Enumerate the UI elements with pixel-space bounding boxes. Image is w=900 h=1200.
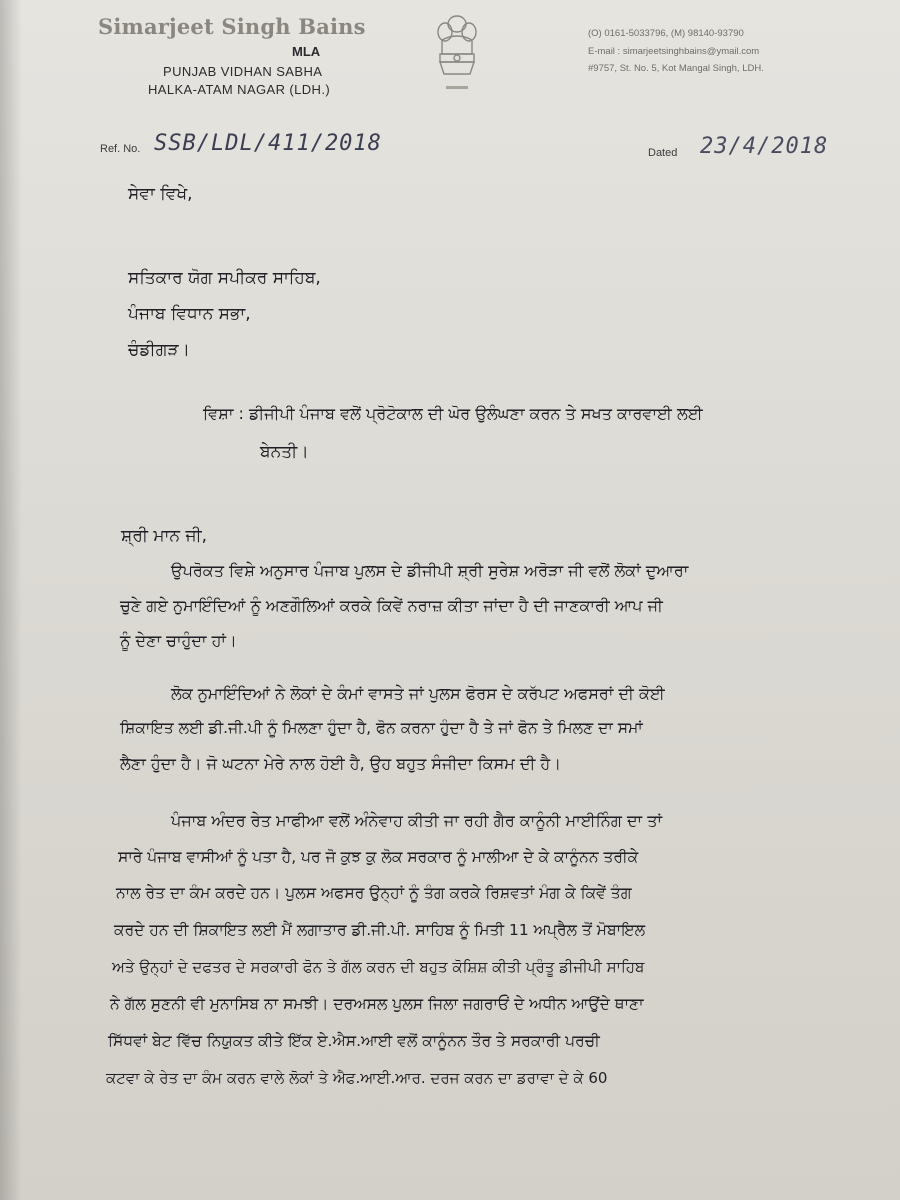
body-line: ਨੂੰ ਦੇਣਾ ਚਾਹੁੰਦਾ ਹਾਂ। bbox=[120, 631, 237, 650]
subject-line: ਬੇਨਤੀ। bbox=[260, 442, 309, 462]
body-line: ਸਿੱਧਵਾਂ ਬੇਟ ਵਿੱਚ ਨਿਯੁਕਤ ਕੀਤੇ ਇੱਕ ਏ.ਐਸ.ਆਈ ਵਲੋਂ ਕਾਨੂੰਨਨ ਤੌਰ ਤੇ ਸਰਕਾਰੀ ਪਰਚੀ bbox=[108, 1032, 600, 1050]
date-value: 23/4/2018 bbox=[700, 134, 829, 159]
contact-email: E-mail : simarjeetsinghbains@ymail.com bbox=[588, 46, 760, 57]
addressee-line: ਪੰਜਾਬ ਵਿਧਾਨ ਸਭਾ, bbox=[128, 304, 251, 324]
sender-organization: PUNJAB VIDHAN SABHA bbox=[163, 64, 323, 79]
body-line: ਕਰਦੇ ਹਨ ਦੀ ਸ਼ਿਕਾਇਤ ਲਈ ਮੈਂ ਲਗਾਤਾਰ ਡੀ.ਜੀ.ਪੀ. ਸਾਹਿਬ ਨੂੰ ਮਿਤੀ 11 ਅਪ੍ਰੈਲ ਤੋਂ ਮੋਬਾਇਲ bbox=[114, 921, 646, 939]
body-line: ਨੇ ਗੱਲ ਸੁਣਨੀ ਵੀ ਮੁਨਾਸਿਬ ਨਾ ਸਮਝੀ। ਦਰਅਸਲ ਪੁਲਸ ਜਿਲਾ ਜਗਰਾਓਂ ਦੇ ਅਧੀਨ ਆਉਂਦੇ ਥਾਣਾ bbox=[110, 995, 644, 1013]
national-emblem-icon bbox=[432, 10, 482, 98]
salutation-service: ਸੇਵਾ ਵਿਖੇ, bbox=[128, 184, 193, 204]
page-edge-shadow bbox=[0, 0, 22, 1200]
ref-label: Ref. No. bbox=[100, 143, 141, 155]
ref-number: SSB/LDL/411/2018 bbox=[154, 131, 382, 156]
addressee-line: ਚੰਡੀਗੜ। bbox=[128, 340, 191, 360]
greeting: ਸ਼੍ਰੀ ਮਾਨ ਜੀ, bbox=[121, 526, 208, 546]
date-label: Dated bbox=[648, 147, 678, 159]
body-line: ਅਤੇ ਉਨ੍ਹਾਂ ਦੇ ਦਫਤਰ ਦੇ ਸਰਕਾਰੀ ਫੋਨ ਤੇ ਗੱਲ ਕਰਨ ਦੀ ਬਹੁਤ ਕੋਸ਼ਿਸ਼ ਕੀਤੀ ਪ੍ਰੰਤੂ ਡੀਜੀਪੀ ਸਾਹਿਬ bbox=[112, 958, 645, 976]
sender-constituency: HALKA-ATAM NAGAR (LDH.) bbox=[148, 82, 331, 97]
body-line: ਨਾਲ ਰੇਤ ਦਾ ਕੰਮ ਕਰਦੇ ਹਨ। ਪੁਲਸ ਅਫਸਰ ਉਨ੍ਹਾਂ ਨੂੰ ਤੰਗ ਕਰਕੇ ਰਿਸ਼ਵਤਾਂ ਮੰਗ ਕੇ ਕਿਵੇਂ ਤੰਗ bbox=[116, 884, 632, 902]
body-line: ਉਪਰੋਕਤ ਵਿਸ਼ੇ ਅਨੁਸਾਰ ਪੰਜਾਬ ਪੁਲਸ ਦੇ ਡੀਜੀਪੀ ਸ਼੍ਰੀ ਸੁਰੇਸ਼ ਅਰੋੜਾ ਜੀ ਵਲੋਂ ਲੋਕਾਂ ਦੁਆਰਾ bbox=[171, 561, 689, 580]
sender-name: Simarjeet Singh Bains bbox=[98, 14, 366, 39]
body-line: ਲੋਕ ਨੁਮਾਇੰਦਿਆਂ ਨੇ ਲੋਕਾਂ ਦੇ ਕੰਮਾਂ ਵਾਸਤੇ ਜਾਂ ਪੁਲਸ ਫੋਰਸ ਦੇ ਕਰੱਪਟ ਅਫਸਰਾਂ ਦੀ ਕੋਈ bbox=[171, 684, 665, 703]
addressee-line: ਸਤਿਕਾਰ ਯੋਗ ਸਪੀਕਰ ਸਾਹਿਬ, bbox=[128, 268, 321, 288]
body-line: ਕਟਵਾ ਕੇ ਰੇਤ ਦਾ ਕੰਮ ਕਰਨ ਵਾਲੇ ਲੋਕਾਂ ਤੇ ਐਫ.ਆਈ.ਆਰ. ਦਰਜ ਕਰਨ ਦਾ ਡਰਾਵਾ ਦੇ ਕੇ 60 bbox=[106, 1069, 608, 1087]
contact-phone: (O) 0161-5033796, (M) 98140-93790 bbox=[588, 28, 744, 39]
body-line: ਚੁਣੇ ਗਏ ਨੁਮਾਇੰਦਿਆਂ ਨੂੰ ਅਣਗੌਲਿਆਂ ਕਰਕੇ ਕਿਵੇਂ ਨਰਾਜ਼ ਕੀਤਾ ਜਾਂਦਾ ਹੈ ਦੀ ਜਾਣਕਾਰੀ ਆਪ ਜੀ bbox=[120, 596, 663, 615]
body-line: ਲੈਣਾ ਹੁੰਦਾ ਹੈ। ਜੋ ਘਟਨਾ ਮੇਰੇ ਨਾਲ ਹੋਈ ਹੈ, ਉਹ ਬਹੁਤ ਸੰਜੀਦਾ ਕਿਸਮ ਦੀ ਹੈ। bbox=[120, 754, 562, 773]
sender-role: MLA bbox=[292, 44, 321, 59]
subject-line: ਵਿਸ਼ਾ : ਡੀਜੀਪੀ ਪੰਜਾਬ ਵਲੋਂ ਪ੍ਰੋਟੋਕਾਲ ਦੀ ਘੋਰ ਉਲੰਘਣਾ ਕਰਨ ਤੇ ਸਖਤ ਕਾਰਵਾਈ ਲਈ bbox=[203, 404, 703, 423]
body-line: ਸ਼ਿਕਾਇਤ ਲਈ ਡੀ.ਜੀ.ਪੀ ਨੂੰ ਮਿਲਣਾ ਹੁੰਦਾ ਹੈ, ਫੋਨ ਕਰਨਾ ਹੁੰਦਾ ਹੈ ਤੇ ਜਾਂ ਫੋਨ ਤੇ ਮਿਲਣ ਦਾ ਸਮਾਂ bbox=[120, 719, 643, 737]
body-line: ਸਾਰੇ ਪੰਜਾਬ ਵਾਸੀਆਂ ਨੂੰ ਪਤਾ ਹੈ, ਪਰ ਜੋ ਕੁਝ ਕੁ ਲੋਕ ਸਰਕਾਰ ਨੂੰ ਮਾਲੀਆ ਦੇ ਕੇ ਕਾਨੂੰਨਨ ਤਰੀਕੇ bbox=[118, 848, 639, 866]
contact-address: #9757, St. No. 5, Kot Mangal Singh, LDH. bbox=[588, 63, 764, 74]
body-line: ਪੰਜਾਬ ਅੰਦਰ ਰੇਤ ਮਾਫੀਆ ਵਲੋਂ ਅੰਨੇਵਾਹ ਕੀਤੀ ਜਾ ਰਹੀ ਗੈਰ ਕਾਨੂੰਨੀ ਮਾਈਨਿੰਗ ਦਾ ਤਾਂ bbox=[171, 811, 662, 830]
